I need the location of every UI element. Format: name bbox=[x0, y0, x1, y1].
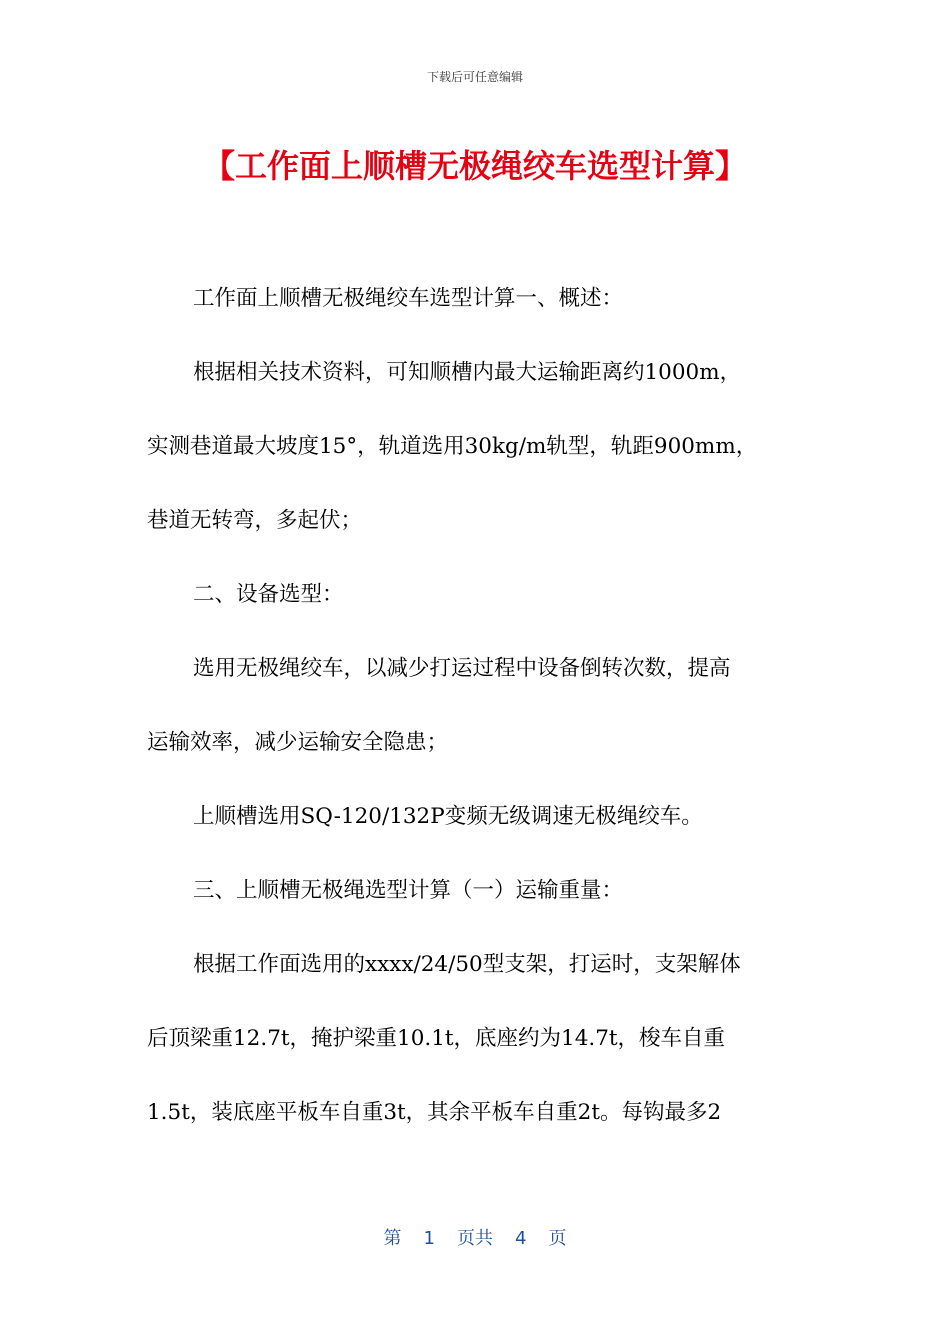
body-line: 三、上顺槽无极绳选型计算（一）运输重量： bbox=[193, 878, 624, 903]
header-note: 下载后可任意编辑 bbox=[426, 70, 523, 84]
body-line: 巷道无转弯，多起伏； bbox=[147, 508, 363, 533]
page-current: 1 bbox=[423, 1228, 435, 1249]
page-suffix: 页 bbox=[548, 1228, 567, 1249]
page-mid: 页共 bbox=[457, 1228, 493, 1249]
page-total: 4 bbox=[515, 1228, 527, 1249]
page-prefix: 第 bbox=[383, 1228, 402, 1249]
body-line: 运输效率，减少运输安全隐患； bbox=[147, 730, 449, 755]
body-line: 选用无极绳绞车，以减少打运过程中设备倒转次数，提高 bbox=[193, 656, 731, 681]
document-title: 【工作面上顺槽无极绳绞车选型计算】 bbox=[202, 147, 747, 185]
body-line: 后顶梁重12.7t，掩护梁重10.1t，底座约为14.7t，梭车自重 bbox=[147, 1026, 726, 1051]
body-line: 根据工作面选用的xxxx/24/50型支架，打运时，支架解体 bbox=[193, 952, 741, 977]
body-line: 根据相关技术资料，可知顺槽内最大运输距离约1000m， bbox=[193, 360, 742, 385]
body-line: 工作面上顺槽无极绳绞车选型计算一、概述： bbox=[193, 286, 624, 311]
body-line: 上顺槽选用SQ-120/132P变频无级调速无极绳绞车。 bbox=[193, 804, 703, 829]
document-body bbox=[147, 262, 803, 1150]
body-line: 1.5t，装底座平板车自重3t，其余平板车自重2t。每钩最多2 bbox=[147, 1100, 722, 1125]
body-line: 二、设备选型： bbox=[193, 582, 344, 607]
body-line: 实测巷道最大坡度15°，轨道选用30kg/m轨型，轨距900mm， bbox=[147, 434, 758, 459]
page-footer bbox=[0, 1224, 950, 1250]
